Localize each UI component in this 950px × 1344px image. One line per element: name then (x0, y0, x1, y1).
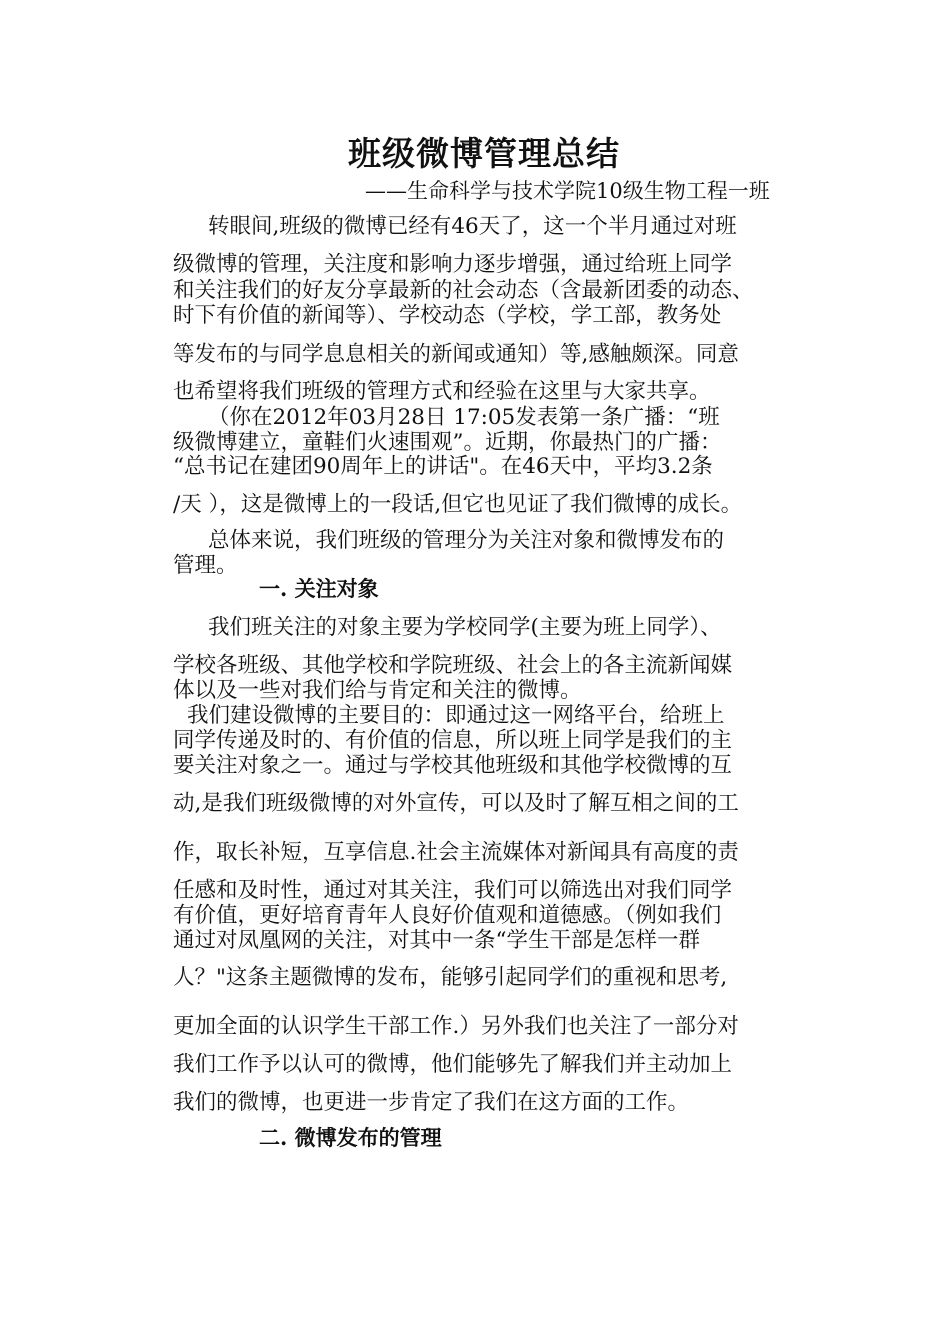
paragraph-line: 作，取长补短，互享信息.社会主流媒体对新闻具有高度的责 (173, 840, 739, 865)
paragraph-line: /天 ），这是微博上的一段话,但它也见证了我们微博的成长。 (173, 492, 743, 517)
paragraph-line: 我们建设微博的主要目的：即通过这一网络平台，给班上 (187, 703, 725, 728)
paragraph-line: 和关注我们的好友分享最新的社会动态（含最新团委的动态、 (173, 278, 754, 303)
paragraph-line: 更加全面的认识学生干部工作.）另外我们也关注了一部分对 (173, 1014, 739, 1039)
paragraph-line: 级微博建立，童鞋们火速围观”。近期，你最热门的广播： (173, 430, 722, 455)
section-heading-2: 二. 微博发布的管理 (259, 1125, 442, 1150)
section-heading-1: 一. 关注对象 (259, 576, 379, 601)
paragraph-line: 通过对凤凰网的关注，对其中一条“学生干部是怎样一群 (173, 928, 700, 953)
paragraph-line: 级微博的管理，关注度和影响力逐步增强，通过给班上同学 (173, 252, 733, 277)
paragraph-line: 学校各班级、其他学校和学院班级、社会上的各主流新闻媒 (173, 653, 733, 678)
document-subtitle: ——生命科学与技术学院10级生物工程一班 (365, 179, 770, 203)
paragraph-line: 任感和及时性，通过对其关注，我们可以筛选出对我们同学 (173, 878, 733, 903)
paragraph-line: 我们的微博，也更进一步肯定了我们在这方面的工作。 (173, 1090, 690, 1115)
paragraph-line: （你在2012年03月28日 17:05发表第一条广播：“班 (208, 405, 720, 430)
paragraph-line: 管理。 (173, 553, 238, 578)
paragraph-line: 人？"这条主题微博的发布，能够引起同学们的重视和思考, (173, 965, 728, 990)
document-title: 班级微博管理总结 (348, 134, 620, 173)
paragraph-line: 我们班关注的对象主要为学校同学(主要为班上同学）、 (208, 615, 722, 640)
paragraph-line: 同学传递及时的、有价值的信息，所以班上同学是我们的主 (173, 728, 733, 753)
paragraph-line: 也希望将我们班级的管理方式和经验在这里与大家共享。 (173, 379, 711, 404)
paragraph-line: 有价值，更好培育青年人良好价值观和道德感。（例如我们 (173, 903, 722, 928)
paragraph-line: 动,是我们班级微博的对外宣传，可以及时了解互相之间的工 (173, 791, 739, 816)
paragraph-line: 时下有价值的新闻等）、学校动态（学校，学工部，教务处 (173, 303, 722, 328)
paragraph-line: “总书记在建团90周年上的讲话"。在46天中，平均3.2条 (173, 454, 713, 479)
paragraph-line: 总体来说，我们班级的管理分为关注对象和微博发布的 (208, 528, 725, 553)
paragraph-line: 我们工作予以认可的微博，他们能够先了解我们并主动加上 (173, 1052, 733, 1077)
paragraph-line: 转眼间,班级的微博已经有46天了，这一个半月通过对班 (208, 214, 737, 239)
paragraph-line: 体以及一些对我们给与肯定和关注的微博。 (173, 678, 582, 703)
paragraph-line: 等发布的与同学息息相关的新闻或通知）等,感触颇深。同意 (173, 342, 739, 367)
paragraph-line: 要关注对象之一。通过与学校其他班级和其他学校微博的互 (173, 753, 733, 778)
